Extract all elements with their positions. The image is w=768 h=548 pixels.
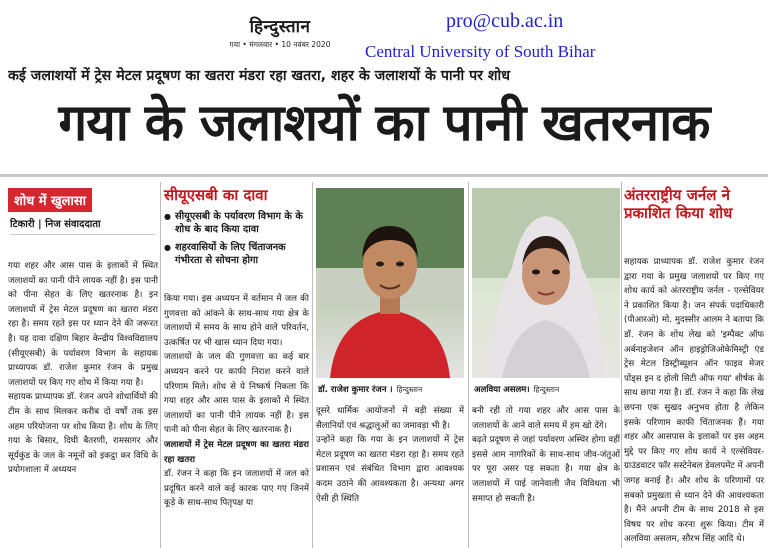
portrait-photo-woman bbox=[472, 188, 620, 378]
caption-source: हिन्दुस्तान bbox=[396, 385, 423, 394]
article-column-3 bbox=[316, 404, 464, 548]
column-divider bbox=[621, 182, 622, 548]
paragraph: उन्होंने कहा कि गया के इन जलाशयों में ट्रेस मेटल प्रदूषण का खतरा मंडरा रहा है। समय रहते प्रशासन एवं संबंधित विभाग द्वारा आवश्यक कदम उठाने की आवश्यकता है। अन्यथा अगर ऐसी ही स्थिति bbox=[316, 435, 464, 504]
paragraph: गया शहर और आस पास के इलाकों में स्थित जलाशयों का पानी पीने लायक नहीं है। इस पानी को पीना सेहत के लिए खतरनाक है। इन जलाशयों में ट्रेस मेटल प्रदूषण का खतरा मंडरा रहा है। समय रहते इस पर ध्यान देने की जरूरत है। यह दावा दक्षिण बिहार केन्द्रीय विश्वविद्यालय (सीयूएसबी) के पर्यावरण विभाग के सहायक प्राध्यापक डॉ. राजेश कुमार रंजन के प्रमुख जलाशयों पर किए गए शोध में किया गया है। bbox=[8, 261, 158, 388]
paragraph: डॉ. रंजन ने कहा कि इन जलाशयों में जल को प्रदूषित करने वाले कई कारक पाए गए जिनमें कूड़े के साथ-साथ पितृपक्ष या bbox=[164, 469, 309, 509]
portrait-illustration bbox=[316, 188, 464, 378]
paragraph: दूसरे धार्मिक आयोजनों में बड़ी संख्या में सैलानियों एवं श्रद्धालुओं का जमावड़ा भी है। bbox=[316, 406, 464, 431]
subsection-heading: अंतरराष्ट्रीय जर्नल ने प्रकाशित किया शोध bbox=[624, 186, 733, 222]
paragraph: किया गया। इस अध्ययन में वर्तमान में जल की गुणवत्ता को आंकने के साथ-साथ गया क्षेत्र के जलाशयों में समय के साथ होने वाले परिवर्तन, उत्कर्षित पर भी खास ध्यान दिया गया। bbox=[164, 294, 309, 348]
masthead bbox=[205, 14, 355, 50]
paragraph: सहायक प्राध्यापक डॉ. राजेश कुमार रंजन द्वारा गया के प्रमुख जलाशयों पर किए गए शोध कार्य को अंतरराष्ट्रीय जर्नल - एल्सेवियर ने प्रकाशित किया है। जन संपर्क पदाधिकारी (पीआरओ) मो. मुदस्सीर आलम ने बताया कि डॉ. रंजन के शोध लेख को 'इम्पैक्ट ऑफ अर्बनाइजेशन ऑन हाइड्रोजिओकेमिस्ट्री एंड ट्रेस मेटल डिस्ट्रीब्यूशन ऑन फाइव मेजर पोंड्स इन द होली सिटी ऑफ गया' शीर्षक के साथ छापा गया है। डॉ. रंजन ने कहा कि लेख छपना एक सुखद अनुभव होता है लेकिन इसके परिणाम काफी चिंताजनक हैं। गया शहर और आसपास के इलाकों पर इस अहम मुद्दे पर किए गए शोध कार्य ने एल्सेवियर-ग्राउंडवाटर फॉर सस्टेनेबल डेवलपमेंट में अपनी जगह बनाई है। और शोध के परिणामों पर सबको प्रमुखता से ध्यान देने की आवश्यकता है। मैंने अपनी टीम के साथ 2018 से इस विषय पर शोध करना शुरू किया। टीम में अलविया असलम, सौरभ सिंह आदि थे। bbox=[624, 257, 764, 545]
column-divider bbox=[160, 182, 161, 548]
caption-name: अलविया असलम। bbox=[474, 385, 530, 395]
newspaper-name: हिन्दुस्तान bbox=[249, 17, 311, 37]
main-headline: गया के जलाशयों का पानी खतरनाक bbox=[58, 94, 710, 153]
section-label: शोध में खुलासा bbox=[8, 188, 92, 212]
inline-subhead: जलाशयों में ट्रेस मेटल प्रदूषण का खतरा मंडरा रहा खतरा bbox=[164, 439, 309, 465]
caption-name: डॉ. राजेश कुमार रंजन । bbox=[318, 385, 393, 395]
paragraph: जलाशयों के जल की गुणवत्ता का कई बार अध्ययन करने पर काफी निराश करने वाले परिणाम मिले। शोध से ये निष्कर्ष निकला कि गया शहर और आस पास के इलाकों में स्थित जलाशयों का पानी पीने लायक नहीं है। इस पानी को पीना सेहत के लिए खतरनाक है। bbox=[164, 352, 309, 436]
column-divider bbox=[312, 182, 313, 548]
subsection-heading: सीयूएसबी का दावा bbox=[164, 186, 268, 204]
paragraph: सहायक प्राध्यापक डॉ. रंजन अपने शोधार्थियों की टीम के साथ मिलकर करीब दो वर्षों तक इस अहम परियोजना पर शोध किया है। शोध के लिए गया के बिसार, दिघी बैतरणी, रामसागर और सूर्यकुंड के जल के नमूनों को इकट्ठा कर विधि के प्रयोगशाला में अध्ययन bbox=[8, 392, 158, 476]
photo-caption bbox=[318, 384, 422, 395]
caption-source: हिन्दुस्तान bbox=[533, 385, 560, 394]
kicker-headline: कई जलाशयों में ट्रेस मेटल प्रदूषण का खतरा मंडरा रहा खतरा, शहर के जलाशयों के पानी पर शोध bbox=[8, 68, 510, 84]
list-item: ● सीयूएसबी के पर्यावरण विभाग के के शोध के बाद किया दावा bbox=[164, 210, 309, 236]
portrait-illustration bbox=[472, 188, 620, 378]
divider bbox=[0, 174, 768, 177]
dateline: गया • मंगलवार • 10 नवंबर 2020 bbox=[229, 40, 331, 49]
list-item: ● शहरवासियों के लिए चिंताजनक गंभीरता से सोचना होगा bbox=[164, 241, 309, 267]
contact-email: pro@cub.ac.in bbox=[446, 10, 564, 32]
column-divider bbox=[468, 182, 469, 548]
article-column-1 bbox=[8, 259, 158, 548]
paragraph: बढ़ते प्रदूषण से जहां पर्यावरण अस्थिर होगा वहीं इससे आम नागरिकों के साथ-साथ जीव-जंतुओं पर पूरा असर पड़ सकता है। गया क्षेत्र के जलाशयों में पाई जानेवाली जैव विविधता भी समाप्त हो सकती है। bbox=[472, 435, 620, 504]
article-column-5 bbox=[624, 255, 764, 548]
organization-name: Central University of South Bihar bbox=[365, 42, 596, 61]
portrait-photo-man bbox=[316, 188, 464, 378]
paragraph: बनी रही तो गया शहर और आस पास के जलाशयों के आने वाले समय में हम खो देंगे। bbox=[472, 406, 620, 431]
article-column-2 bbox=[164, 292, 309, 548]
photo-caption bbox=[474, 384, 559, 395]
byline: टिकारी | निज संवाददाता bbox=[10, 216, 155, 235]
bullet-list bbox=[164, 210, 309, 272]
article-column-4 bbox=[472, 404, 620, 548]
